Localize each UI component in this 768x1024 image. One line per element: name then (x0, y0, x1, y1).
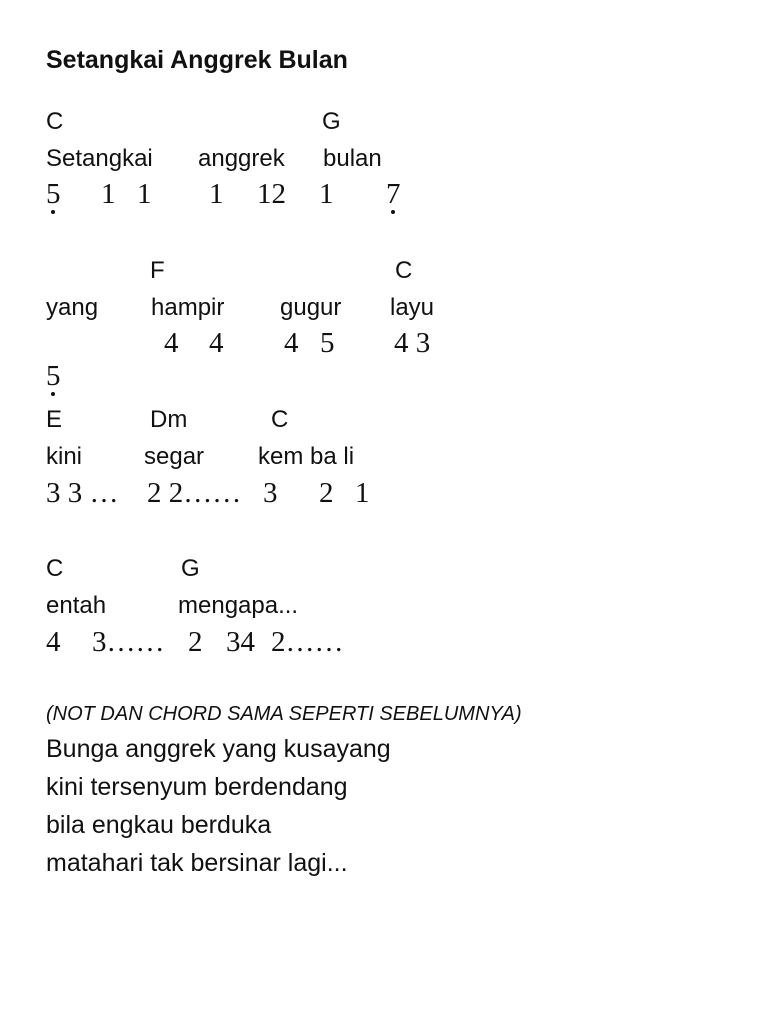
lyric-word: yang (46, 294, 99, 321)
verse-line: bila engkau berduka (46, 811, 272, 839)
note: 1 (137, 178, 152, 210)
chord: G (322, 108, 341, 135)
lyric-word: bulan (323, 145, 382, 172)
song-title: Setangkai Anggrek Bulan (46, 46, 348, 74)
note: 4 (209, 327, 224, 359)
verse-line: Bunga anggrek yang kusayang (46, 735, 391, 763)
note: 2 (319, 477, 334, 509)
chord: E (46, 406, 63, 433)
note: 3 (263, 477, 278, 509)
lyric-word: anggrek (198, 145, 285, 172)
lyric-word: mengapa... (178, 592, 299, 619)
note: 1 (319, 178, 334, 210)
chord: F (150, 257, 165, 284)
note: 2…… (271, 626, 344, 658)
verse-line: kini tersenyum berdendang (46, 773, 348, 801)
repeat-note: (NOT DAN CHORD SAMA SEPERTI SEBELUMNYA) (46, 703, 522, 725)
note: 4 (164, 327, 179, 359)
chord: Dm (150, 406, 188, 433)
lyric-word: segar (144, 443, 205, 470)
note: 2 (188, 626, 203, 658)
lyric-word: gugur (280, 294, 342, 321)
note: 4 (284, 327, 299, 359)
lyric-word: entah (46, 592, 107, 619)
chord: G (181, 555, 200, 582)
lyric-word: Setangkai (46, 145, 153, 172)
low-note: 7 (386, 178, 401, 211)
lyric-word: hampir (151, 294, 225, 321)
note: 3 3 … (46, 477, 119, 509)
note: 1 (101, 178, 116, 210)
stanza-1 (0, 0, 768, 210)
note: 5 (320, 327, 335, 359)
note: 4 3 (394, 327, 431, 359)
chord: C (46, 108, 64, 135)
note: 4 (46, 626, 61, 658)
low-note: 5 (46, 178, 61, 211)
chord: C (46, 555, 64, 582)
verse-line: matahari tak bersinar lagi... (46, 849, 348, 877)
note: 1 (209, 178, 224, 210)
note: 1 (355, 477, 370, 509)
low-note: 5 (46, 360, 61, 393)
note: 2 2…… (147, 477, 242, 509)
chord: C (395, 257, 413, 284)
note: 12 (257, 178, 286, 210)
lyric-word: layu (390, 294, 435, 321)
chord: C (271, 406, 289, 433)
note: 34 (226, 626, 255, 658)
lyric-word: kini (46, 443, 83, 470)
note: 3…… (92, 626, 165, 658)
lyric-word: kem ba li (258, 443, 355, 470)
